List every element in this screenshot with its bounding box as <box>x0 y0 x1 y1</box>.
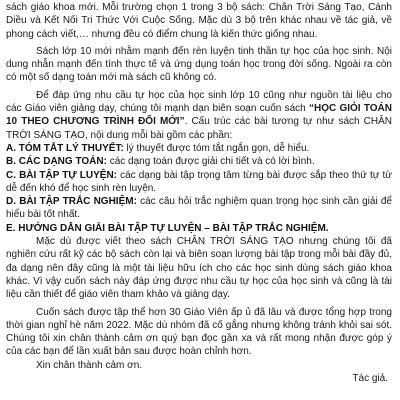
section-label-e: E. HƯỚNG DẪN GIẢI BÀI TẬP TỰ LUYỆN – BÀI TẬP TRẮC NGHIỆM. <box>6 222 329 234</box>
section-desc-a: lý thuyết được tóm tắt ngắn gọn, dễ hiểu. <box>123 142 310 154</box>
section-desc-c: các dạng bài tập trọng tâm từng bài được sắp theo thứ tự từ dễ đến khó để học sinh rèn luyện. <box>6 169 392 194</box>
book-title: “HỌC GIỎI TOÁN 10 THEO CHƯƠNG TRÌNH ĐỔI MỚI” <box>6 103 392 128</box>
structure-text-end: . Cấu trúc các bài tương tự như sách CHÂN TRỜI SÁNG TẠO, nội dung mỗi bài gồm các phần: <box>6 116 393 141</box>
acknowledgement-paragraph: Cuốn sách được tập thể hơn 30 Giáo Viên ấp ủ đã lâu và được tổng hợp trong thời gian nghỉ hè năm 2022. Mặc dù nhóm đã cố gắng nhưng không tránh khỏi sai sót. Chúng tôi xin chân thành cảm ơn quý bạn đọc gần xa và rất mong nhận được góp ý của các bạn để lần xuất bản sau được hoàn chỉnh hơn. <box>6 306 392 358</box>
structure-text-start: Để đáp ứng nhu cầu tự học của học sinh lớp 10 cũng như nguồn tài liệu cho các Giáo viên giảng dạy, chúng tôi mạnh dạn biên soạn cuốn sách <box>6 89 392 115</box>
section-desc-d: các câu hỏi trắc nghiệm quan trọng học sinh cần giải để hiểu bài tốt nhất. <box>6 196 392 221</box>
new-textbook-paragraph: Sách lớp 10 mới nhằm mạnh đến rèn luyện tinh thần tự học của học sinh. Nội dung nhẫn mạnh đến tính thực tế và ứng dụng toán học trong đời sống. Ngoài ra còn có một số dạng toán mới mà sách cũ không có. <box>6 45 392 84</box>
section-label-d: D. BÀI TẬP TRẮC NGHIỆM: <box>6 196 137 208</box>
book-structure-paragraph <box>6 89 392 142</box>
section-label-b: B. CÁC DẠNG TOÁN: <box>6 156 107 168</box>
section-item-d <box>6 195 392 222</box>
section-label-a: A. TÓM TẮT LÝ THUYẾT: <box>6 142 124 154</box>
author-signature: Tác giả. <box>352 373 388 385</box>
section-desc-b: các dạng toán được giải chi tiết và có lời bình. <box>106 156 315 168</box>
section-item-a <box>6 142 392 155</box>
section-item-c <box>6 169 392 196</box>
section-item-b <box>6 155 392 168</box>
section-label-c: C. BÀI TẬP TỰ LUYỆN: <box>6 169 117 181</box>
intro-paragraph: sách giáo khoa mới. Mỗi trường chọn 1 trong 3 bộ sách: Chân Trời Sáng Tạo, Cánh Diều và Kết Nối Tri Thức Với Cuộc Sống. Mặc dù 3 bộ trên khác nhau về tác giả, về phong cách viết,… nhưng đều có điểm chung là kiến thức giống nhau. <box>6 2 392 40</box>
section-item-e <box>6 222 392 235</box>
thanks-line: Xin chân thành cảm ơn. <box>36 359 143 371</box>
usage-paragraph: Mặc dù được viết theo sách CHÂN TRỜI SÁNG TẠO nhưng chúng tôi đã nghiên cứu rất kỹ các bộ sách còn lại và biên soạn lượng bài tập trong mỗi bài đầy đủ, đa dạng nên đây cũng là một tài liệu hữu ích cho các học sinh dùng sách giáo khoa khác. Vì vậy cuốn sách này đáp ứng được nhu cầu tự học của học sinh và cũng là tài liệu cần thiết để giáo viên tham khảo và giảng dạy. <box>6 236 392 301</box>
